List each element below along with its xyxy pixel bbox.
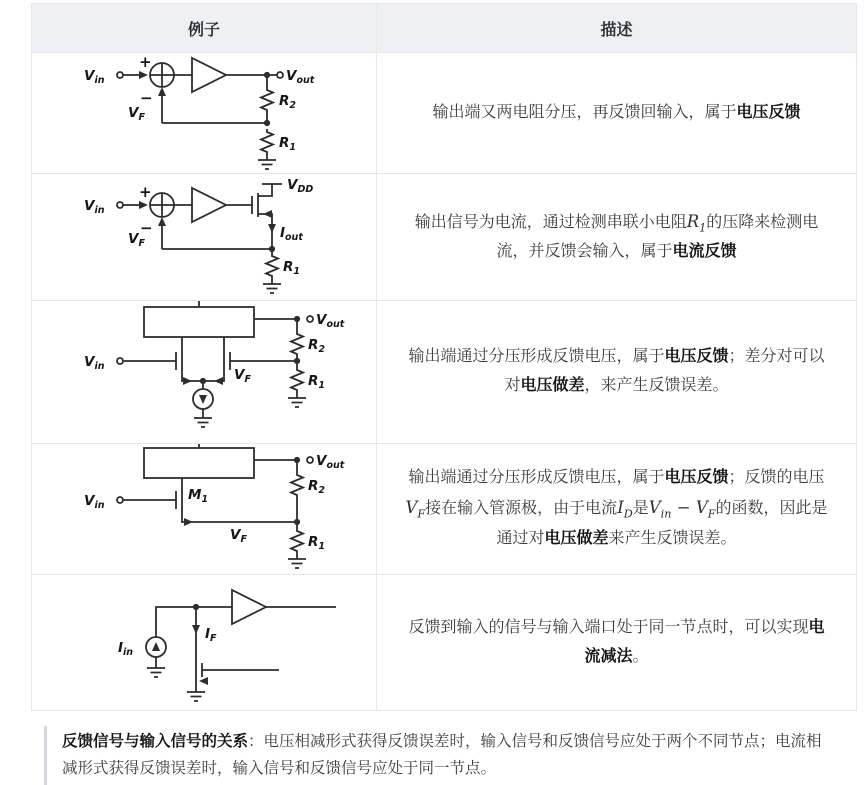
table-row — [32, 301, 857, 444]
circuit-cell-4 — [32, 444, 377, 575]
label-vin: $V_{in}$ — [84, 493, 105, 511]
terminal-icon — [307, 457, 313, 463]
ground-icon — [258, 155, 276, 169]
resistor-icon — [291, 528, 303, 554]
resistor-icon — [291, 472, 303, 498]
ground-icon — [194, 413, 212, 427]
circuit-diagram-voltage-feedback-opamp — [84, 53, 334, 173]
node-dot — [294, 457, 300, 463]
circuit-cell-2 — [32, 174, 377, 301]
label-m1: $M_1$ — [188, 487, 209, 505]
terminal-icon — [117, 72, 123, 78]
mosfet-icon — [176, 488, 182, 512]
arrow-icon — [263, 210, 272, 218]
arrow-icon — [184, 518, 193, 526]
opamp-icon — [192, 58, 226, 92]
ground-icon — [288, 393, 306, 407]
label-vout: $V_{out}$ — [316, 453, 345, 471]
resistor-icon — [291, 367, 303, 393]
circuit-diagram-current-subtraction — [84, 577, 354, 709]
arrow-icon — [268, 224, 276, 233]
arrow-icon — [199, 677, 208, 685]
description-cell-1: 输出端又两电阻分压，再反馈回输入，属于电压反馈 — [377, 53, 857, 174]
label-if: $I_F$ — [205, 625, 217, 644]
terminal-icon — [307, 316, 313, 322]
label-vin: $V_{in}$ — [84, 354, 105, 372]
arrow-icon — [158, 217, 166, 226]
summing-junction-icon — [150, 193, 174, 217]
label-r1: $R_1$ — [308, 534, 326, 552]
node-dot — [294, 519, 300, 525]
terminal-icon — [117, 358, 123, 364]
node-dot — [193, 603, 199, 609]
label-r1: $R_1$ — [308, 373, 326, 391]
label-r2: $R_2$ — [279, 93, 297, 111]
header-description: 描述 — [377, 4, 857, 53]
label-r2: $R_2$ — [308, 478, 326, 496]
feedback-examples-table — [31, 3, 857, 711]
circuit-cell-3 — [32, 301, 377, 444]
terminal-icon — [117, 202, 123, 208]
node-dot — [294, 316, 300, 322]
ground-icon — [147, 663, 165, 677]
resistor-icon — [261, 129, 273, 155]
circuit-diagram-current-feedback — [84, 175, 354, 299]
arrow-icon — [183, 377, 192, 385]
description-cell-5: 反馈到输入的信号与输入端口处于同一节点时，可以实现电流减法。 — [377, 575, 857, 711]
circuit-diagram-diffpair-feedback — [84, 301, 354, 443]
load-box — [144, 448, 254, 478]
description-cell-4: 输出端通过分压形成反馈电压，属于电压反馈；反馈的电压$V_F$接在输入管源极，由于电流$I_D$是$V_{in} - V_F$的函数，因此是通过对电压做差来产生反馈误差。 — [377, 444, 857, 575]
description-cell-2: 输出信号为电流，通过检测串联小电阻$R_1$的压降来检测电流，并反馈会输入，属于电流反馈 — [377, 174, 857, 301]
opamp-icon — [232, 590, 266, 624]
label-r1: $R_1$ — [279, 135, 297, 153]
mosfet-icon — [252, 193, 258, 217]
arrow-icon — [192, 625, 200, 634]
node-dot — [264, 72, 270, 78]
table-row — [32, 575, 857, 711]
arrow-icon — [158, 87, 166, 96]
label-iin: $I_{in}$ — [118, 639, 134, 658]
label-r1: $R_1$ — [283, 259, 301, 277]
table-header-row — [32, 4, 857, 53]
label-vf: $V_F$ — [234, 367, 251, 385]
description-cell-3: 输出端通过分压形成反馈电压，属于电压反馈；差分对可以对电压做差，来产生反馈误差。 — [377, 301, 857, 444]
circuit-cell-5 — [32, 575, 377, 711]
label-vout: $V_{out}$ — [316, 312, 345, 330]
label-minus: − — [140, 219, 153, 237]
opamp-icon — [192, 188, 226, 222]
node-dot — [200, 378, 206, 384]
terminal-icon — [117, 497, 123, 503]
node-dot — [269, 246, 275, 252]
ground-icon — [187, 687, 205, 701]
label-minus: − — [140, 89, 153, 107]
mosfet-icon — [224, 349, 230, 373]
table-row — [32, 174, 857, 301]
node-dot — [264, 120, 270, 126]
circuit-cell-1 — [32, 53, 377, 174]
load-box — [144, 307, 254, 337]
header-example: 例子 — [32, 4, 377, 53]
wires — [123, 444, 297, 528]
mosfet-icon — [176, 349, 182, 373]
circuit-diagram-source-feedback — [84, 444, 354, 574]
label-iout: $I_{out}$ — [280, 225, 303, 243]
label-vin: $V_{in}$ — [84, 68, 105, 86]
ground-icon — [263, 279, 281, 293]
label-vout: $V_{out}$ — [286, 68, 315, 86]
terminal-icon — [277, 72, 283, 78]
label-r2: $R_2$ — [308, 337, 326, 355]
label-vf: $V_F$ — [128, 231, 145, 249]
note-block: 反馈信号与输入信号的关系：电压相减形式获得反馈误差时，输入信号和反馈信号应处于两个不同节点；电流相减形式获得反馈误差时，输入信号和反馈信号应处于同一节点。 — [44, 726, 844, 785]
node-dot — [294, 358, 300, 364]
arrow-icon — [139, 201, 148, 209]
label-vdd: $V_{DD}$ — [287, 177, 314, 195]
label-vf: $V_F$ — [230, 527, 247, 545]
wires — [156, 607, 336, 687]
ground-icon — [288, 554, 306, 568]
label-plus: + — [139, 53, 152, 71]
resistor-icon — [261, 87, 273, 113]
label-plus: + — [139, 183, 152, 201]
label-vf: $V_F$ — [128, 105, 145, 123]
resistor-icon — [266, 253, 278, 279]
label-vin: $V_{in}$ — [84, 198, 105, 216]
arrow-icon — [214, 377, 223, 385]
table-row — [32, 444, 857, 575]
table-row — [32, 53, 857, 174]
summing-junction-icon — [150, 63, 174, 87]
resistor-icon — [291, 331, 303, 357]
arrow-icon — [139, 71, 148, 79]
